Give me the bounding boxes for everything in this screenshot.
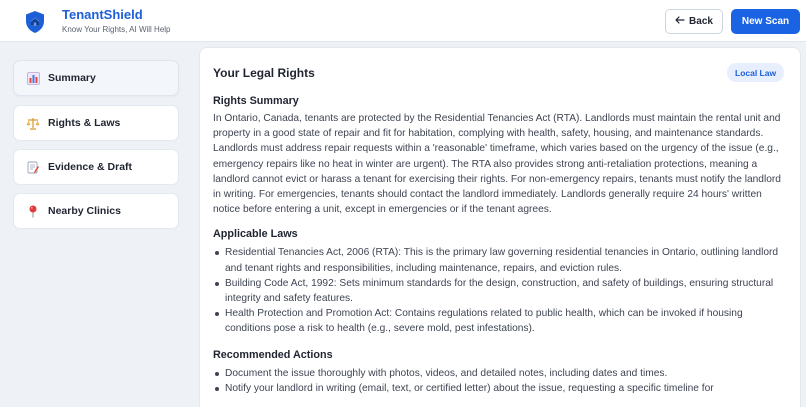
sidebar-item-label: Summary bbox=[48, 72, 96, 84]
sidebar-item-summary[interactable] bbox=[13, 60, 179, 96]
rights-summary-heading: Rights Summary bbox=[213, 95, 299, 107]
sidebar-item-label: Evidence & Draft bbox=[48, 161, 133, 173]
bar-chart-icon bbox=[26, 71, 40, 85]
arrow-left-icon bbox=[675, 16, 685, 27]
app-title: TenantShield bbox=[62, 7, 143, 22]
list-item: Building Code Act, 1992: Sets minimum standards for the design, construction, and safety of buildings, ensuring structural integrity and safety features. bbox=[213, 276, 791, 306]
recommended-actions-heading: Recommended Actions bbox=[213, 348, 333, 361]
sidebar-item-label: Nearby Clinics bbox=[48, 205, 121, 217]
rights-summary-text: In Ontario, Canada, tenants are protected by the Residential Tenancies Act (RTA). Landlords must maintain the rental unit and property in a good state of repair and fit for habitation, complying with health, safety, housing, and maintenance standards. Landlords must address repair requests within a 'reasonable' timeframe, which varies based on the urgency of the issue (e.g., emergency repairs like no heat in winter are urgent). The RTA also provides strong anti-retaliation protections, meaning a landlord cannot evict or harass a tenant for exercising their rights. For non-emergency repairs, tenants must notify the landlord in writing. For emergencies, tenants should contact the landlord immediately. Landlords generally require 24 hours' written notice before entering a unit, except in emergencies or if the tenant agrees. bbox=[213, 113, 781, 216]
app-subtitle: Know Your Rights, AI Will Help bbox=[62, 25, 171, 34]
recommended-actions-list bbox=[213, 366, 791, 396]
shield-house-icon bbox=[24, 10, 46, 34]
sidebar-item-nearby-clinics[interactable] bbox=[13, 193, 179, 229]
new-scan-button[interactable]: New Scan bbox=[731, 9, 800, 34]
panel-title: Your Legal Rights bbox=[213, 66, 315, 80]
app-header bbox=[0, 0, 806, 42]
applicable-laws-list bbox=[213, 245, 791, 336]
list-item: Residential Tenancies Act, 2006 (RTA): This is the primary law governing residential tenancies in Ontario, outlining landlord and tenant rights and responsibilities, including maintenance, repairs, and eviction rules. bbox=[213, 245, 791, 275]
sidebar-item-label: Rights & Laws bbox=[48, 117, 121, 129]
memo-icon bbox=[26, 160, 40, 174]
legal-rights-panel bbox=[199, 47, 801, 407]
scales-icon bbox=[26, 116, 40, 130]
back-button[interactable] bbox=[665, 9, 723, 34]
sidebar-item-evidence-draft[interactable] bbox=[13, 149, 179, 185]
map-pin-icon bbox=[26, 204, 40, 218]
back-button-label: Back bbox=[689, 16, 713, 27]
list-item: Notify your landlord in writing (email, text, or certified letter) about the issue, requesting a specific timeline for bbox=[213, 381, 791, 396]
applicable-laws-heading: Applicable Laws bbox=[213, 228, 298, 241]
panel-content bbox=[213, 94, 791, 396]
list-item: Health Protection and Promotion Act: Contains regulations related to public health, which can be invoked if housing conditions pose a risk to health (e.g., severe mold, pest infestations). bbox=[213, 306, 791, 336]
list-item: Document the issue thoroughly with photos, videos, and detailed notes, including dates and times. bbox=[213, 366, 791, 381]
local-law-badge: Local Law bbox=[727, 63, 784, 82]
sidebar-item-rights-laws[interactable] bbox=[13, 105, 179, 141]
